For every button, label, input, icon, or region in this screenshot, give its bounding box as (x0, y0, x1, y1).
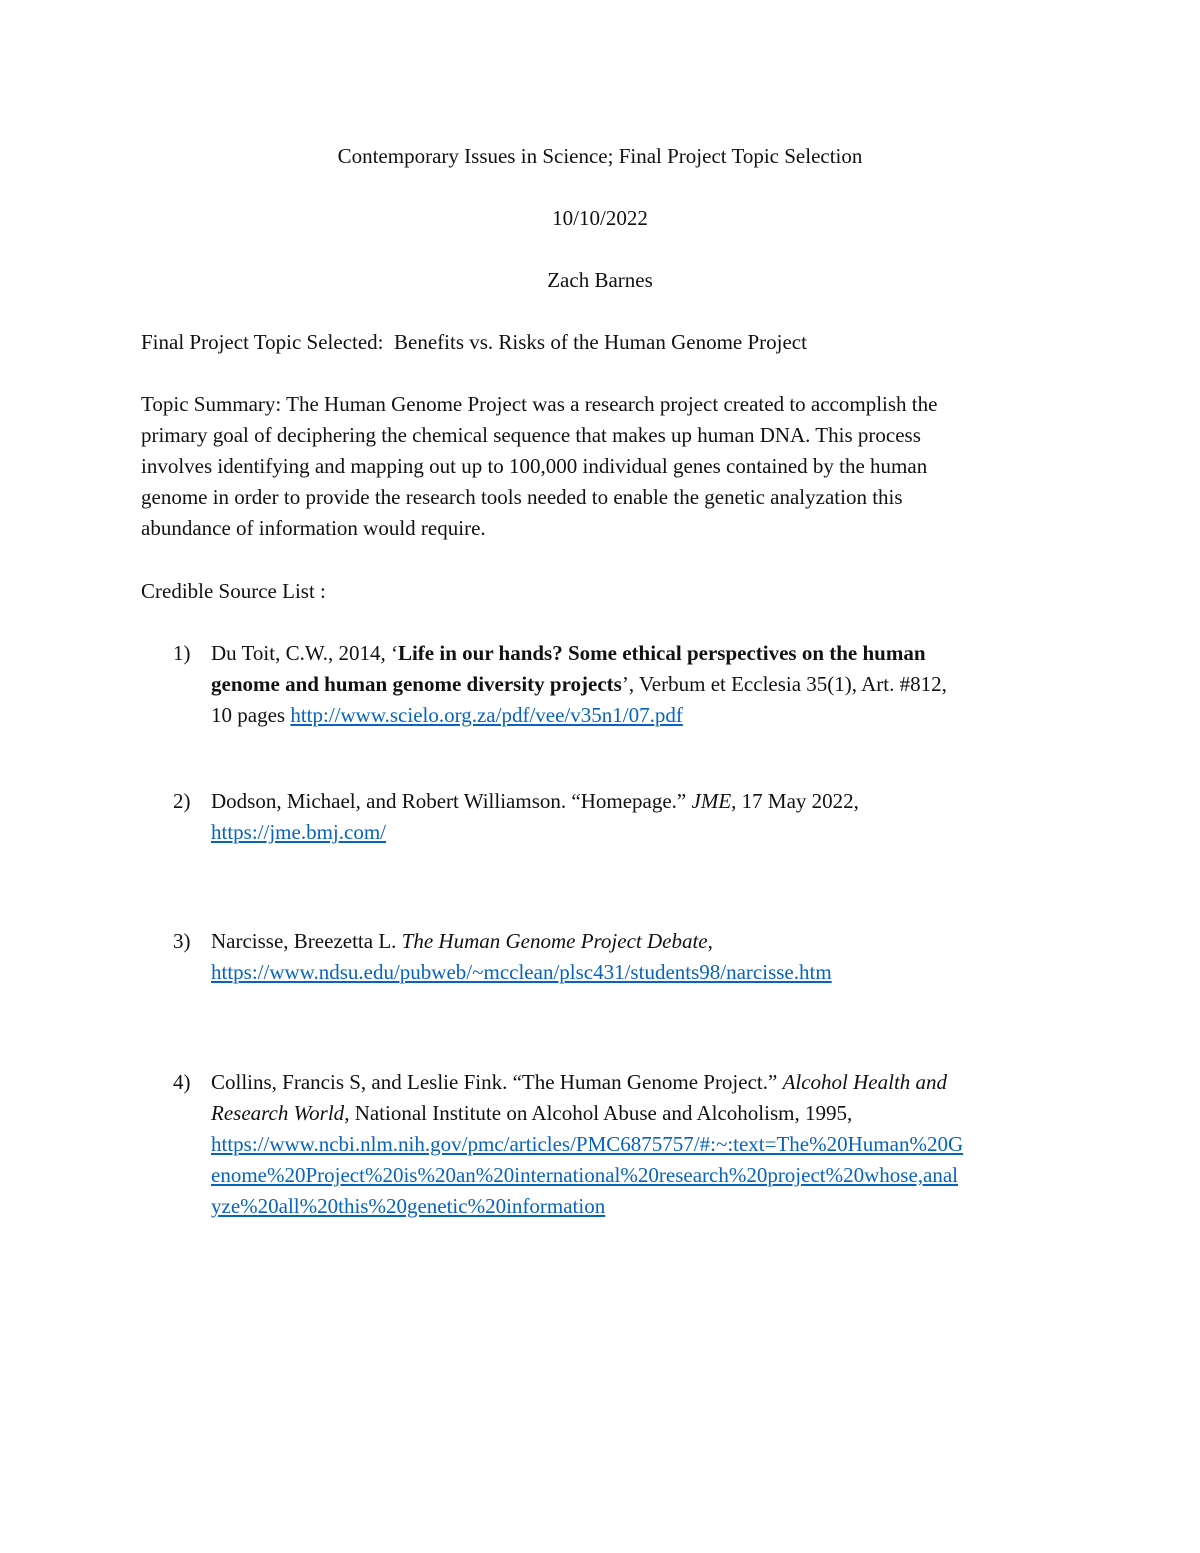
source-number: 3) (173, 929, 191, 953)
source-citation: Collins, Francis S, and Leslie Fink. “The Human Genome Project.” (211, 1070, 783, 1094)
source-link[interactable]: yze%20all%20this%20genetic%20information (211, 1194, 606, 1218)
source-title: Life in our hands? Some ethical perspectives on the human (397, 641, 926, 665)
source-title: The Human Genome Project Debate (401, 929, 708, 953)
source-link[interactable]: https://jme.bmj.com/ (211, 820, 386, 844)
source-citation: Dodson, Michael, and Robert Williamson. “Homepage.” (211, 789, 692, 813)
document-author: Zach Barnes (547, 268, 653, 292)
summary-line: Topic Summary: The Human Genome Project was a research project created to accomplish the (141, 392, 938, 416)
source-body (211, 1067, 1071, 1222)
source-author: Du Toit, C.W., 2014, ‘ (211, 641, 398, 665)
summary-line: genome in order to provide the research tools needed to enable the genetic analyzation this (141, 485, 903, 509)
source-number: 4) (173, 1070, 191, 1094)
source-link[interactable]: https://www.ndsu.edu/pubweb/~mcclean/plsc431/students98/narcisse.htm (211, 960, 832, 984)
source-journal: JME (691, 789, 732, 813)
topic-label: Final Project Topic Selected: (141, 330, 384, 354)
source-publisher: , National Institute on Alcohol Abuse and Alcoholism, 1995, (344, 1101, 853, 1125)
source-publication: ’, Verbum et Ecclesia 35(1), Art. #812, (621, 672, 947, 696)
source-pages: 10 pages (211, 703, 291, 727)
source-link[interactable]: http://www.scielo.org.za/pdf/vee/v35n1/07.pdf (290, 703, 683, 727)
topic-summary (141, 389, 1061, 544)
summary-line: involves identifying and mapping out up to 100,000 individual genes contained by the human (141, 454, 928, 478)
summary-line: primary goal of deciphering the chemical sequence that makes up human DNA. This process (141, 423, 921, 447)
document-date: 10/10/2022 (552, 206, 648, 230)
topic-line (141, 327, 1061, 358)
source-number: 1) (173, 641, 191, 665)
topic-value: Benefits vs. Risks of the Human Genome Project (394, 330, 807, 354)
summary-line: abundance of information would require. (141, 516, 486, 540)
source-citation: Narcisse, Breezetta L. (211, 929, 402, 953)
topic-selected (141, 327, 1061, 358)
source-date: , 17 May 2022, (731, 789, 859, 813)
document-title: Contemporary Issues in Science; Final Project Topic Selection (337, 144, 863, 168)
source-link[interactable]: enome%20Project%20is%20an%20international%20research%20project%20whose,anal (211, 1163, 958, 1187)
source-number: 2) (173, 789, 191, 813)
source-title: genome and human genome diversity projects (211, 672, 622, 696)
source-journal: Alcohol Health and (782, 1070, 948, 1094)
source-list-heading: Credible Source List : (141, 579, 326, 603)
source-journal: Research World (211, 1101, 345, 1125)
source-link[interactable]: https://www.ncbi.nlm.nih.gov/pmc/articles/PMC6875757/#:~:text=The%20Human%20G (211, 1132, 964, 1156)
source-body (211, 638, 1071, 731)
source-body: Narcisse, Breezetta L. The Human Genome Project Debate, https://www.ndsu.edu/pubweb/~mcclean/plsc431/students98/narcisse.htm (211, 929, 832, 984)
source-body (211, 786, 1071, 848)
